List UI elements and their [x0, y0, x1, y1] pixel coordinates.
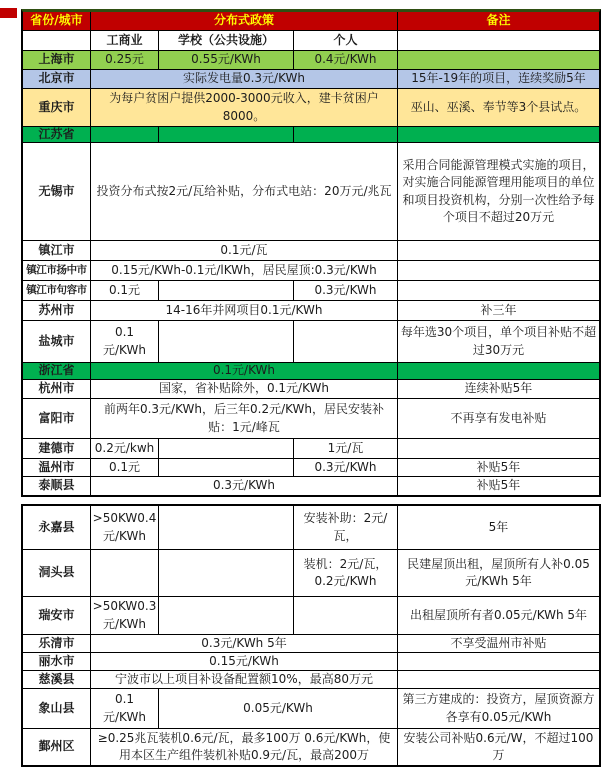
wenzhou-label[interactable]: 温州市	[23, 459, 91, 476]
suzhou-remark[interactable]: 补三年	[480, 302, 517, 317]
dongtou-label[interactable]: 洞头县	[23, 550, 91, 596]
table-row	[23, 439, 599, 459]
header-province-city[interactable]: 省份/城市	[23, 12, 91, 30]
jiangsu-personal[interactable]	[294, 127, 398, 142]
yancheng-school[interactable]	[159, 321, 294, 362]
yongjia-industry[interactable]: >50KW0.4元/KWh	[91, 506, 159, 549]
shanghai-personal[interactable]: 0.4元/KWh	[294, 51, 398, 69]
xiangshan-industry[interactable]: 0.1元/KWh	[91, 689, 159, 728]
table-row	[23, 399, 599, 439]
ruian-school[interactable]	[159, 597, 294, 634]
cixi-remark[interactable]	[398, 671, 599, 688]
table-row	[23, 363, 599, 380]
yongjia-school[interactable]	[159, 506, 294, 549]
fuyang-policy[interactable]: 前两年0.3元/KWh，后三年0.2元/KWh，居民安装补贴：1元/峰瓦	[91, 399, 398, 438]
jiangsu-school[interactable]	[159, 127, 294, 142]
taishun-remark[interactable]: 补贴5年	[476, 478, 521, 493]
yongjia-personal[interactable]: 安装补助：2元/瓦，	[294, 506, 398, 549]
taishun-policy[interactable]: 0.3元/KWh	[91, 477, 398, 495]
shanghai-industry[interactable]: 0.25元	[91, 51, 159, 69]
table-row	[23, 459, 599, 477]
jurong-remark[interactable]	[398, 281, 599, 300]
suzhou-label[interactable]: 苏州市	[23, 301, 91, 320]
ruian-industry[interactable]: >50KW0.3元/KWh	[91, 597, 159, 634]
yueqing-label[interactable]: 乐清市	[23, 635, 91, 652]
yongjia-label[interactable]: 永嘉县	[23, 506, 91, 549]
dongtou-remark[interactable]: 民建屋顶出租，屋顶所有人补0.05元/KWh 5年	[407, 556, 590, 588]
table-row	[23, 70, 599, 89]
wuxi-remark[interactable]: 采用合同能源管理模式实施的项目，对实施合同能源管理用能项目的单位和项目投资机构，分别一次性给予每个项目不超过20万元	[402, 157, 595, 224]
lishui-policy[interactable]: 0.15元/KWh	[91, 653, 398, 670]
table-row	[23, 380, 599, 399]
hangzhou-label[interactable]: 杭州市	[23, 380, 91, 398]
wuxi-policy[interactable]: 投资分布式按2元/瓦给补贴，分布式电站：20万元/兆瓦	[91, 143, 398, 240]
zhejiang-policy[interactable]: 0.1元/KWh	[91, 363, 398, 379]
table-row	[23, 261, 599, 281]
wenzhou-personal[interactable]: 0.3元/KWh	[294, 459, 398, 476]
table-row	[23, 477, 599, 495]
wuxi-label[interactable]: 无锡市	[23, 143, 91, 240]
table-row	[23, 89, 599, 127]
jurong-school[interactable]	[159, 281, 294, 300]
ruian-label[interactable]: 瑞安市	[23, 597, 91, 634]
yueqing-remark[interactable]: 不享受温州市补贴	[450, 635, 547, 650]
jiande-personal[interactable]: 1元/瓦	[294, 439, 398, 458]
xiangshan-remark[interactable]: 第三方建成的：投资方，屋顶资源方各享有0.05元/KWh	[402, 692, 595, 724]
jurong-label[interactable]: 镇江市句容市	[23, 281, 91, 300]
shanghai-remark[interactable]	[398, 51, 599, 69]
table-header-row	[23, 12, 599, 31]
subheader-industry[interactable]: 工商业	[91, 31, 159, 50]
jiande-remark[interactable]	[398, 439, 599, 458]
yongjia-remark[interactable]: 5年	[488, 519, 509, 534]
table-subheader-row	[23, 31, 599, 51]
zhenjiang-label[interactable]: 镇江市	[23, 241, 91, 260]
table-row	[23, 635, 599, 653]
header-policy[interactable]: 分布式政策	[91, 12, 398, 30]
zhenjiang-remark[interactable]	[398, 241, 599, 260]
table-row	[23, 729, 599, 765]
table-row	[23, 241, 599, 261]
cropped-red-cell-fragment	[0, 8, 17, 18]
yangzhong-label[interactable]: 镇江市扬中市	[23, 261, 91, 280]
lishui-remark[interactable]	[398, 653, 599, 670]
wenzhou-school[interactable]	[159, 459, 294, 476]
subheader-school[interactable]: 学校（公共设施）	[159, 31, 294, 50]
jurong-industry[interactable]: 0.1元	[91, 281, 159, 300]
fuyang-label[interactable]: 富阳市	[23, 399, 91, 438]
table-row	[23, 550, 599, 597]
fuyang-remark[interactable]: 不再享有发电补贴	[450, 410, 547, 425]
cixi-policy[interactable]: 宁波市以上项目补设备配置额10%，最高80万元	[91, 671, 398, 688]
table-row	[23, 597, 599, 635]
cixi-label[interactable]: 慈溪县	[23, 671, 91, 688]
policy-table	[21, 9, 601, 767]
zhejiang-label[interactable]: 浙江省	[23, 363, 91, 379]
table-row	[23, 143, 599, 241]
suzhou-policy[interactable]: 14-16年并网项目0.1元/KWh	[91, 301, 398, 320]
dongtou-industry[interactable]	[91, 550, 159, 596]
ruian-personal[interactable]	[294, 597, 398, 634]
jiande-industry[interactable]: 0.2元/kwh	[91, 439, 159, 458]
wenzhou-industry[interactable]: 0.1元	[91, 459, 159, 476]
table-row	[23, 653, 599, 671]
table-section-gap	[21, 497, 601, 504]
yinzhou-remark[interactable]: 安装公司补贴0.6元/W，不超过100万	[403, 730, 594, 762]
yancheng-remark[interactable]: 每年选30个项目，单个项目补贴不超过30万元	[400, 325, 597, 357]
yancheng-label[interactable]: 盐城市	[23, 321, 91, 362]
dongtou-personal[interactable]: 装机：2元/瓦，0.2元/KWh	[294, 550, 398, 596]
zhejiang-remark[interactable]	[398, 363, 599, 379]
hangzhou-remark[interactable]: 连续补贴5年	[464, 381, 533, 396]
subheader-remark-empty[interactable]	[398, 31, 599, 50]
chongqing-policy[interactable]: 为每户贫困户提供2000-3000元收入，建卡贫困户8000。	[91, 89, 398, 126]
hangzhou-policy[interactable]: 国家，省补贴除外，0.1元/KWh	[91, 380, 398, 398]
taishun-label[interactable]: 泰顺县	[23, 477, 91, 495]
table-row	[23, 281, 599, 301]
yangzhong-policy[interactable]: 0.15元/KWh-0.1元/lKWh，居民屋顶:0.3元/KWh	[91, 261, 398, 280]
chongqing-remark[interactable]: 巫山、巫溪、奉节等3个县试点。	[398, 89, 599, 126]
policy-table-upper	[21, 9, 601, 497]
jiangsu-remark[interactable]	[398, 127, 599, 142]
jiangsu-label[interactable]: 江苏省	[23, 127, 91, 142]
beijing-remark[interactable]: 15年-19年的项目，连续奖励5年	[398, 70, 599, 88]
jiande-label[interactable]: 建德市	[23, 439, 91, 458]
policy-table-lower	[21, 504, 601, 767]
header-remark[interactable]: 备注	[398, 12, 599, 30]
yangzhong-remark[interactable]	[398, 261, 599, 280]
jurong-personal[interactable]: 0.3元/KWh	[294, 281, 398, 300]
subheader-empty[interactable]	[23, 31, 91, 50]
xiangshan-label[interactable]: 象山县	[23, 689, 91, 728]
shanghai-school[interactable]: 0.55元/KWh	[159, 51, 294, 69]
beijing-policy[interactable]: 实际发电量0.3元/KWh	[91, 70, 398, 88]
yueqing-policy[interactable]: 0.3元/KWh 5年	[91, 635, 398, 652]
jiande-school[interactable]	[159, 439, 294, 458]
table-row	[23, 51, 599, 70]
shanghai-label[interactable]: 上海市	[23, 51, 91, 69]
table-row	[23, 689, 599, 729]
chongqing-label[interactable]: 重庆市	[23, 89, 91, 126]
yinzhou-label[interactable]: 鄞州区	[23, 729, 91, 765]
table-row	[23, 127, 599, 143]
xiangshan-school-personal[interactable]: 0.05元/KWh	[159, 689, 398, 728]
beijing-label[interactable]: 北京市	[23, 70, 91, 88]
table-row	[23, 301, 599, 321]
zhenjiang-policy[interactable]: 0.1元/瓦	[91, 241, 398, 260]
jiangsu-industry[interactable]	[91, 127, 159, 142]
dongtou-school[interactable]	[159, 550, 294, 596]
wenzhou-remark[interactable]: 补贴5年	[476, 459, 521, 474]
yancheng-personal[interactable]	[294, 321, 398, 362]
yancheng-industry[interactable]: 0.1元/KWh	[91, 321, 159, 362]
lishui-label[interactable]: 丽水市	[23, 653, 91, 670]
subheader-personal[interactable]: 个人	[294, 31, 398, 50]
ruian-remark[interactable]: 出租屋顶所有者0.05元/KWh 5年	[409, 607, 588, 622]
table-row	[23, 506, 599, 550]
yinzhou-policy[interactable]: ≥0.25兆瓦装机0.6元/瓦，最多100万 0.6元/KWh，使用本区生产组件装机补贴0.9元/瓦，最高200万	[91, 729, 398, 765]
table-row	[23, 321, 599, 363]
table-row	[23, 671, 599, 689]
